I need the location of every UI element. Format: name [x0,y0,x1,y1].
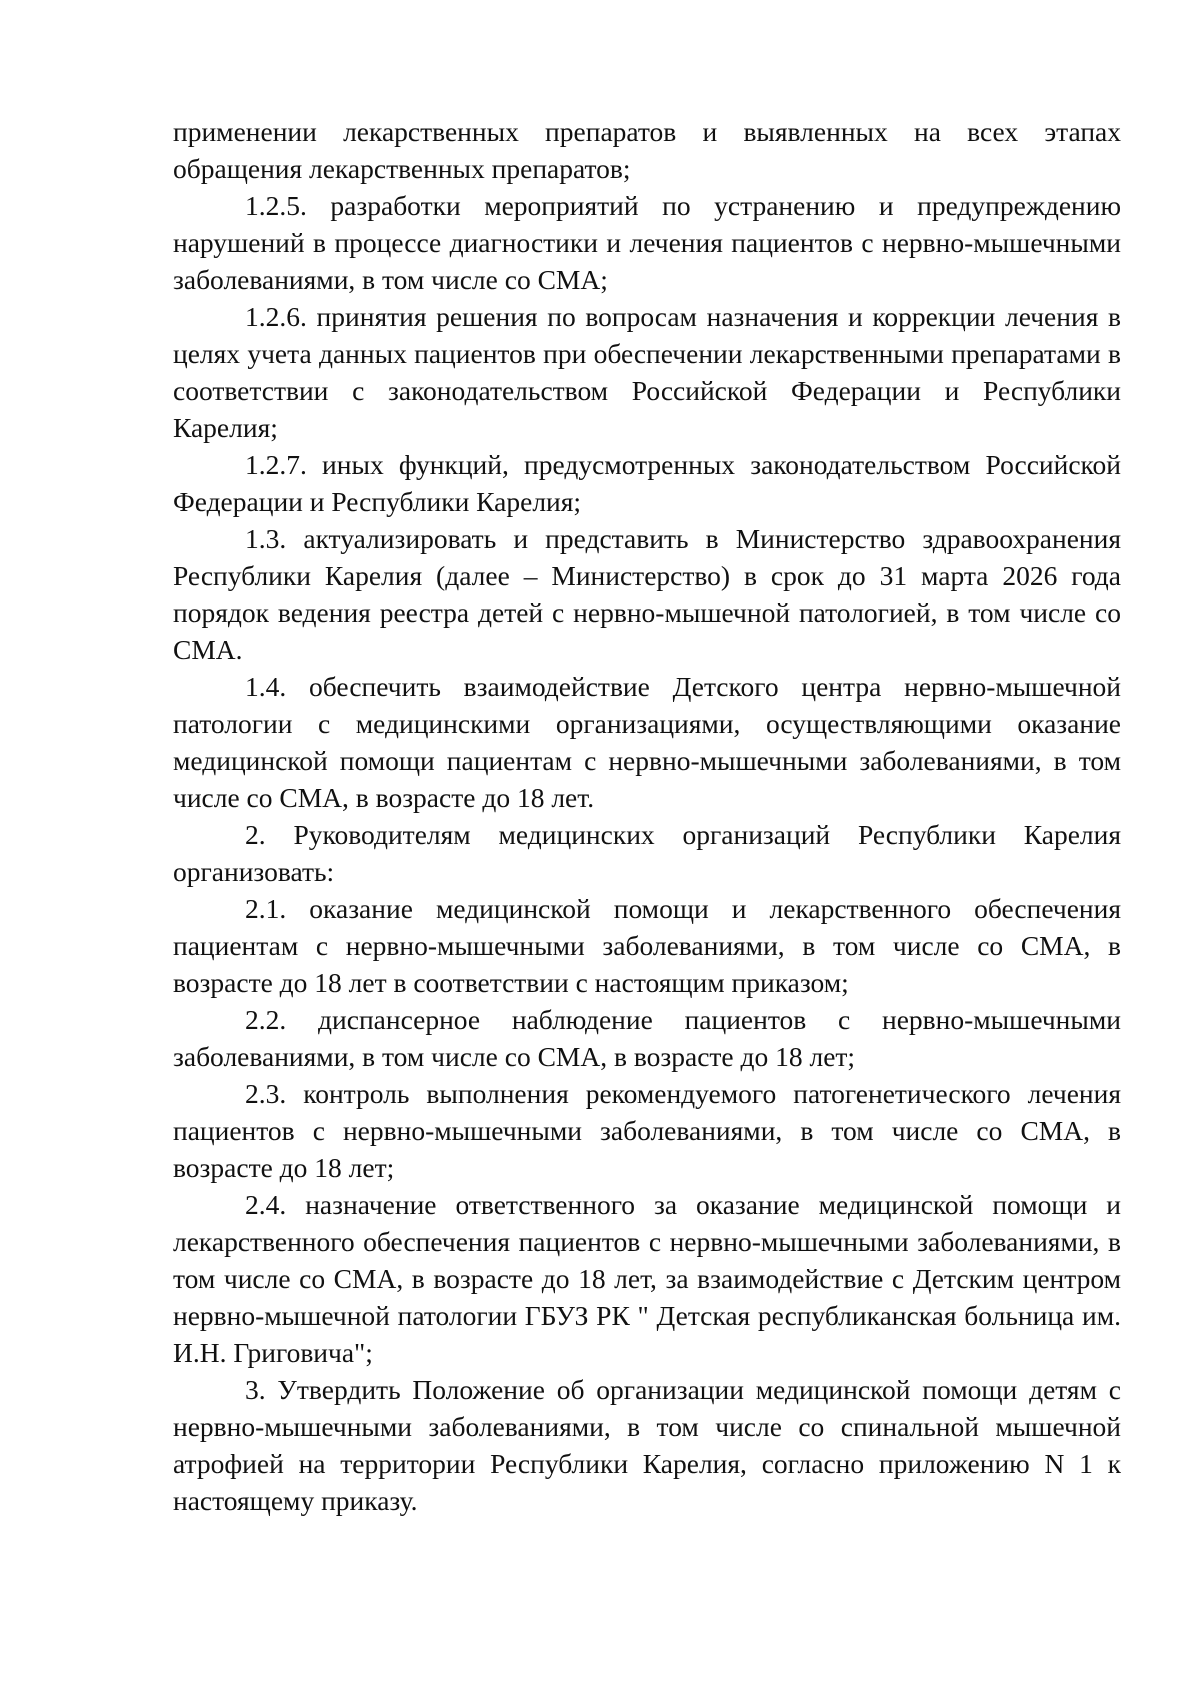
paragraph-2-2: 2.2. диспансерное наблюдение пациентов с нервно-мышечными заболеваниями, в том числе со СМА, в возрасте до 18 лет; [173,1004,1121,1072]
paragraph-1-3: 1.3. актуализировать и представить в Министерство здравоохранения Республики Карелия (далее – Министерство) в срок до 31 марта 2026 года порядок ведения реестра детей с нервно-мышечной патологией, в том числе со СМА. [173,523,1121,665]
paragraph-1-2-6: 1.2.6. принятия решения по вопросам назначения и коррекции лечения в целях учета данных пациентов при обеспечении лекарственными препаратами в соответствии с законодательством Российской Федерации и Республики Карелия; [173,301,1121,443]
paragraph-1-4: 1.4. обеспечить взаимодействие Детского центра нервно-мышечной патологии с медицинскими организациями, осуществляющими оказание медицинской помощи пациентам с нервно-мышечными заболеваниями, в том числе со СМА, в возрасте до 18 лет. [173,671,1121,813]
paragraph-3: 3. Утвердить Положение об организации медицинской помощи детям с нервно-мышечными заболеваниями, в том числе со спинальной мышечной атрофией на территории Республики Карелия, согласно приложению N 1 к настоящему приказу. [173,1374,1121,1516]
paragraph-2-1: 2.1. оказание медицинской помощи и лекарственного обеспечения пациентам с нервно-мышечными заболеваниями, в том числе со СМА, в возрасте до 18 лет в соответствии с настоящим приказом; [173,893,1121,998]
paragraph-1-2-5: 1.2.5. разработки мероприятий по устранению и предупреждению нарушений в процессе диагностики и лечения пациентов с нервно-мышечными заболеваниями, в том числе со СМА; [173,190,1121,295]
paragraph-2-4: 2.4. назначение ответственного за оказание медицинской помощи и лекарственного обеспечения пациентов с нервно-мышечными заболеваниями, в том числе со СМА, в возрасте до 18 лет, за взаимодействие с Детским центром нервно-мышечной патологии ГБУЗ РК " Детская республиканская больница им. И.Н. Григовича"; [173,1189,1121,1368]
paragraph-2-3: 2.3. контроль выполнения рекомендуемого патогенетического лечения пациентов с нервно-мышечными заболеваниями, в том числе со СМА, в возрасте до 18 лет; [173,1078,1121,1183]
document-body [173,113,1121,1519]
paragraph-continuation: применении лекарственных препаратов и выявленных на всех этапах обращения лекарственных препаратов; [173,116,1121,184]
paragraph-2: 2. Руководителям медицинских организаций Республики Карелия организовать: [173,819,1121,887]
paragraph-1-2-7: 1.2.7. иных функций, предусмотренных законодательством Российской Федерации и Республики Карелия; [173,449,1121,517]
